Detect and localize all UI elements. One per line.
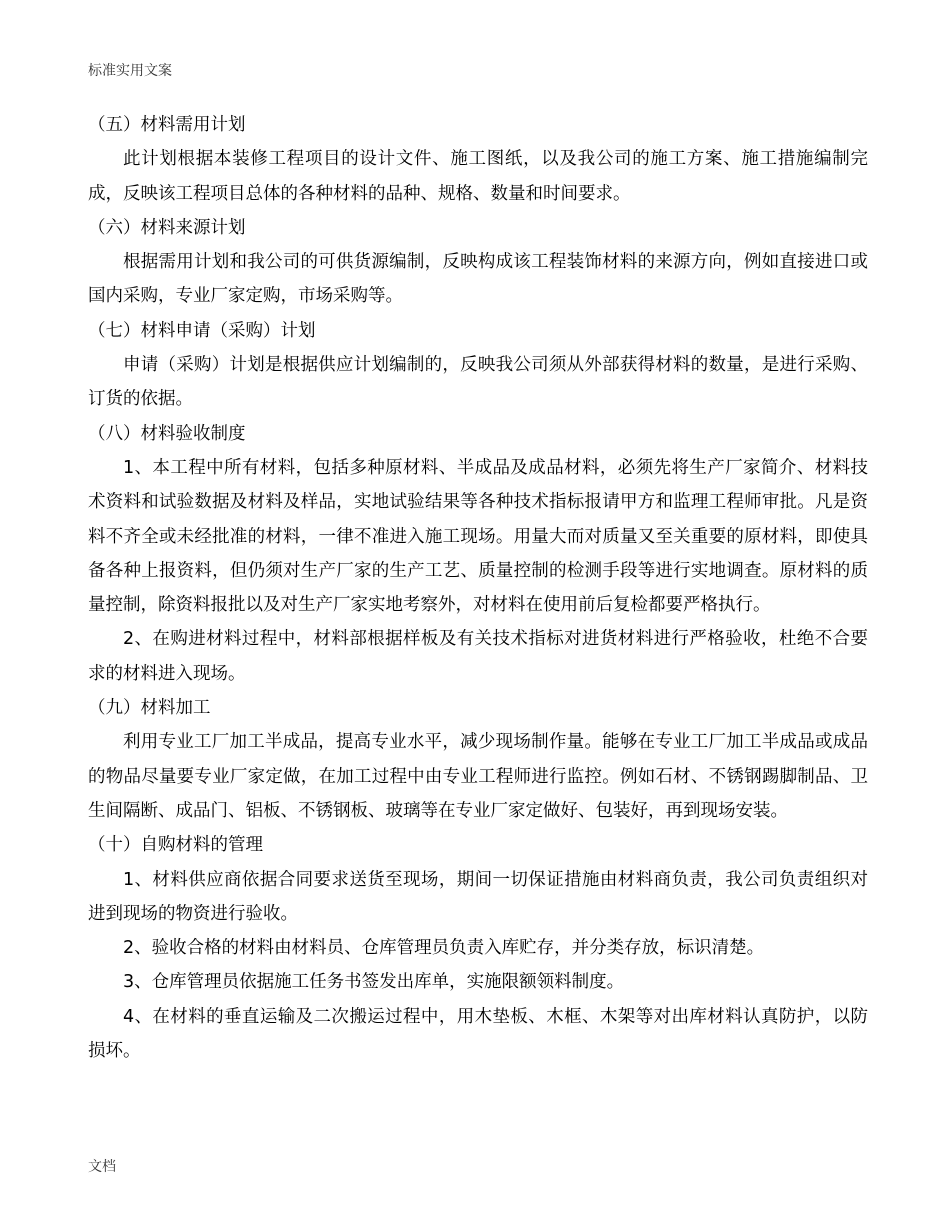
paragraph: 1、材料供应商依据合同要求送货至现场，期间一切保证措施由材料商负责，我公司负责组织对进到现场的物资进行验收。: [88, 869, 868, 924]
paragraph: 2、在购进材料过程中，材料部根据样板及有关技术指标对进货材料进行严格验收，杜绝不合要求的材料进入现场。: [88, 629, 868, 684]
section-material-acceptance: [88, 417, 868, 691]
paragraph: 1、本工程中所有材料，包括多种原材料、半成品及成品材料，必须先将生产厂家简介、材料技术资料和试验数据及材料及样品，实地试验结果等各种技术指标报请甲方和监理工程师审批。凡是资料不齐全或未经批准的材料，一律不准进入施工现场。用量大而对质量又至关重要的原材料，即使具备各种上报资料，但仍须对生产厂家的生产工艺、质量控制的检测手段等进行实地调查。原材料的质量控制，除资料报批以及对生产厂家实地考察外，对材料在使用前后复检都要严格执行。: [88, 457, 868, 616]
page-header: 标准实用文案: [88, 63, 172, 79]
section-material-purchase-plan: [88, 314, 868, 417]
paragraph: 根据需用计划和我公司的可供货源编制，反映构成该工程装饰材料的来源方向，例如直接进口或国内采购，专业厂家定购，市场采购等。: [88, 252, 868, 307]
section-material-source-plan: [88, 211, 868, 314]
paragraph: 3、仓库管理员依据施工任务书签发出库单，实施限额领料制度。: [123, 972, 625, 993]
page-footer: 文档: [88, 1159, 116, 1175]
paragraph: 2、验收合格的材料由材料员、仓库管理员负责入库贮存，并分类存放，标识清楚。: [123, 938, 765, 959]
paragraph: 申请（采购）计划是根据供应计划编制的，反映我公司须从外部获得材料的数量，是进行采购、订货的依据。: [88, 355, 868, 410]
paragraph: 4、在材料的垂直运输及二次搬运过程中，用木垫板、木框、木架等对出库材料认真防护，以防损坏。: [88, 1006, 868, 1062]
document-body: [88, 108, 868, 1068]
section-material-processing: [88, 691, 868, 828]
paragraph: 利用专业工厂加工半成品，提高专业水平，减少现场制作量。能够在专业工厂加工半成品或成品的物品尽量要专业厂家定做，在加工过程中由专业工程师进行监控。例如石材、不锈钢踢脚制品、卫生间隔断、成品门、铝板、不锈钢板、玻璃等在专业厂家定做好、包装好，再到现场安装。: [88, 732, 868, 821]
section-heading: （五）材料需用计划: [88, 115, 246, 135]
section-heading: （八）材料验收制度: [88, 423, 246, 444]
section-heading: （七）材料申请（采购）计划: [88, 320, 316, 341]
section-self-purchased-materials: [88, 828, 868, 1068]
paragraph: 此计划根据本装修工程项目的设计文件、施工图纸，以及我公司的施工方案、施工措施编制完成，反映该工程项目总体的各种材料的品种、规格、数量和时间要求。: [88, 149, 868, 204]
section-material-demand-plan: [88, 108, 868, 211]
section-heading: （九）材料加工: [88, 698, 211, 719]
section-heading: （十）自购材料的管理: [88, 835, 263, 856]
section-heading: （六）材料来源计划: [88, 217, 246, 238]
